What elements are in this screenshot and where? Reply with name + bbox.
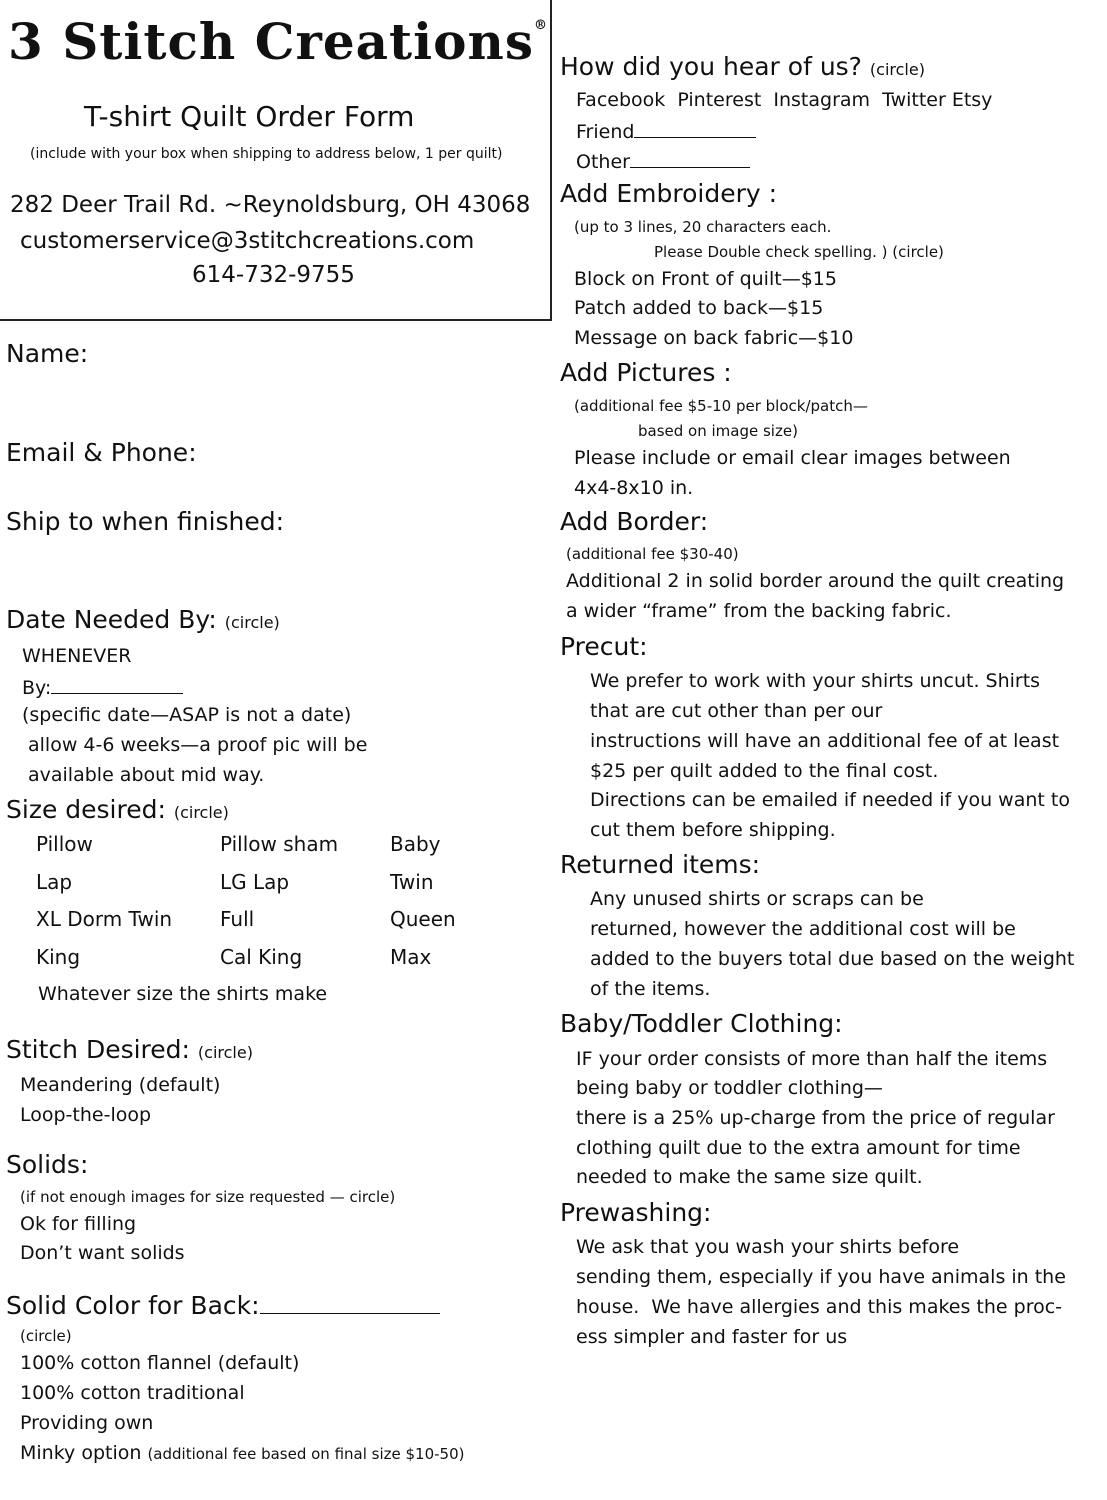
minky-fee-note: (additional fee based on final size $10-50) xyxy=(147,1445,465,1463)
baby-line: there is a 25% up-charge from the price of regular xyxy=(576,1107,1055,1129)
date-by-label: By: xyxy=(22,677,52,699)
back-color-label: Solid Color for Back: xyxy=(6,1291,260,1320)
size-option[interactable]: Baby xyxy=(390,832,441,856)
border-label: Add Border: xyxy=(560,507,709,536)
back-color-line[interactable] xyxy=(260,1289,440,1314)
precut-line: cut them before shipping. xyxy=(590,819,836,841)
border-line-2: a wider “frame” from the backing fabric. xyxy=(566,600,952,622)
size-option[interactable]: Max xyxy=(390,945,432,969)
border-note: (additional fee $30-40) xyxy=(566,545,739,563)
baby-line: IF your order consists of more than half the items xyxy=(576,1048,1048,1070)
returned-line: of the items. xyxy=(590,978,711,1000)
friend-label: Friend xyxy=(576,121,635,143)
pictures-note-2: based on image size) xyxy=(638,422,798,440)
date-needed-heading xyxy=(6,605,280,634)
size-option[interactable]: Pillow sham xyxy=(220,832,339,856)
pictures-label: Add Pictures : xyxy=(560,358,732,387)
ship-to-label: Ship to when finished: xyxy=(6,507,285,536)
back-option[interactable]: 100% cotton flannel (default) xyxy=(20,1352,300,1374)
hear-heading xyxy=(560,52,925,81)
minky-label: Minky option xyxy=(20,1442,142,1464)
back-option[interactable]: Providing own xyxy=(20,1412,154,1434)
hear-label: How did you hear of us? xyxy=(560,52,862,81)
logo xyxy=(8,12,548,71)
returned-label: Returned items: xyxy=(560,850,761,879)
phone: 614-732-9755 xyxy=(192,262,355,288)
solids-note: (if not enough images for size requested — circle) xyxy=(20,1188,396,1206)
stitch-option[interactable]: Loop-the-loop xyxy=(20,1104,152,1126)
precut-line: instructions will have an additional fee of at least xyxy=(590,730,1060,752)
embroidery-option[interactable]: Message on back fabric—$10 xyxy=(574,327,854,349)
email: customerservice@3stitchcreations.com xyxy=(20,228,475,254)
form-title: T-shirt Quilt Order Form xyxy=(84,100,415,133)
email-phone-label: Email & Phone: xyxy=(6,438,197,467)
date-circle-note: (circle) xyxy=(224,613,280,632)
baby-line: clothing quilt due to the extra amount for time xyxy=(576,1137,1021,1159)
precut-line: $25 per quilt added to the final cost. xyxy=(590,760,939,782)
precut-label: Precut: xyxy=(560,632,648,661)
back-color-heading xyxy=(6,1289,440,1320)
returned-line: Any unused shirts or scraps can be xyxy=(590,888,924,910)
prewash-line: house. We have allergies and this makes the proc- xyxy=(576,1296,1063,1318)
returned-line: returned, however the additional cost will be xyxy=(590,918,1016,940)
prewash-line: We ask that you wash your shirts before xyxy=(576,1236,960,1258)
hear-options[interactable]: Facebook Pinterest Instagram Twitter Etsy xyxy=(576,89,993,111)
pictures-line-2: 4x4-8x10 in. xyxy=(574,477,694,499)
back-option[interactable]: 100% cotton traditional xyxy=(20,1382,245,1404)
prewash-line: ess simpler and faster for us xyxy=(576,1326,848,1348)
hear-circle-note: (circle) xyxy=(869,60,925,79)
prewash-label: Prewashing: xyxy=(560,1198,712,1227)
hear-friend[interactable] xyxy=(576,119,756,143)
border-line-1: Additional 2 in solid border around the quilt creating xyxy=(566,570,1065,592)
embroidery-note-1: (up to 3 lines, 20 characters each. xyxy=(574,218,832,236)
size-option-whatever[interactable]: Whatever size the shirts make xyxy=(38,983,328,1005)
date-whenever: WHENEVER xyxy=(22,645,132,667)
embroidery-option[interactable]: Block on Front of quilt—$15 xyxy=(574,268,837,290)
size-label: Size desired: xyxy=(6,795,166,824)
size-option[interactable]: King xyxy=(36,945,81,969)
date-allow-note: allow 4-6 weeks—a proof pic will be xyxy=(28,734,368,756)
stitch-circle-note: (circle) xyxy=(197,1043,253,1062)
date-needed-label: Date Needed By: xyxy=(6,605,217,634)
shipping-note: (include with your box when shipping to address below, 1 per quilt) xyxy=(30,146,503,162)
name-label: Name: xyxy=(6,339,89,368)
embroidery-label: Add Embroidery : xyxy=(560,179,778,208)
returned-line: added to the buyers total due based on the weight xyxy=(590,948,1075,970)
back-circle-note: (circle) xyxy=(20,1327,72,1345)
stitch-option[interactable]: Meandering (default) xyxy=(20,1074,221,1096)
date-by xyxy=(22,675,183,699)
date-by-line[interactable] xyxy=(51,675,183,694)
size-option[interactable]: XL Dorm Twin xyxy=(36,907,173,931)
embroidery-option[interactable]: Patch added to back—$15 xyxy=(574,297,824,319)
precut-line: We prefer to work with your shirts uncut. Shirts xyxy=(590,670,1041,692)
back-option-minky[interactable] xyxy=(20,1442,465,1464)
solids-label: Solids: xyxy=(6,1150,89,1179)
address: 282 Deer Trail Rd. ~Reynoldsburg, OH 43068 xyxy=(10,192,531,218)
date-specific-note: (specific date—ASAP is not a date) xyxy=(22,704,352,726)
prewash-line: sending them, especially if you have animals in the xyxy=(576,1266,1066,1288)
size-heading xyxy=(6,795,229,824)
baby-label: Baby/Toddler Clothing: xyxy=(560,1009,843,1038)
size-option[interactable]: Cal King xyxy=(220,945,303,969)
solids-option[interactable]: Don’t want solids xyxy=(20,1242,185,1264)
stitch-heading xyxy=(6,1035,253,1064)
size-option[interactable]: Full xyxy=(220,907,255,931)
precut-line: Directions can be emailed if needed if you want to xyxy=(590,789,1070,811)
precut-line: that are cut other than per our xyxy=(590,700,883,722)
pictures-note-1: (additional fee $5-10 per block/patch— xyxy=(574,397,868,415)
size-option[interactable]: Lap xyxy=(36,870,73,894)
size-option[interactable]: Queen xyxy=(390,907,456,931)
other-label: Other xyxy=(576,151,630,173)
registered-mark: ® xyxy=(533,18,548,33)
size-circle-note: (circle) xyxy=(173,803,229,822)
embroidery-note-2: Please Double check spelling. ) (circle) xyxy=(654,243,944,261)
baby-line: being baby or toddler clothing— xyxy=(576,1077,883,1099)
size-option[interactable]: Twin xyxy=(390,870,434,894)
baby-line: needed to make the same size quilt. xyxy=(576,1166,923,1188)
size-option[interactable]: LG Lap xyxy=(220,870,290,894)
hear-other[interactable] xyxy=(576,149,750,173)
size-option[interactable]: Pillow xyxy=(36,832,93,856)
pictures-line-1: Please include or email clear images between xyxy=(574,447,1011,469)
stitch-label: Stitch Desired: xyxy=(6,1035,190,1064)
other-line[interactable] xyxy=(630,149,750,168)
logo-text: 3 Stitch Creations xyxy=(8,12,534,71)
date-available-note: available about mid way. xyxy=(28,764,265,786)
solids-option[interactable]: Ok for filling xyxy=(20,1213,137,1235)
friend-line[interactable] xyxy=(634,119,756,138)
